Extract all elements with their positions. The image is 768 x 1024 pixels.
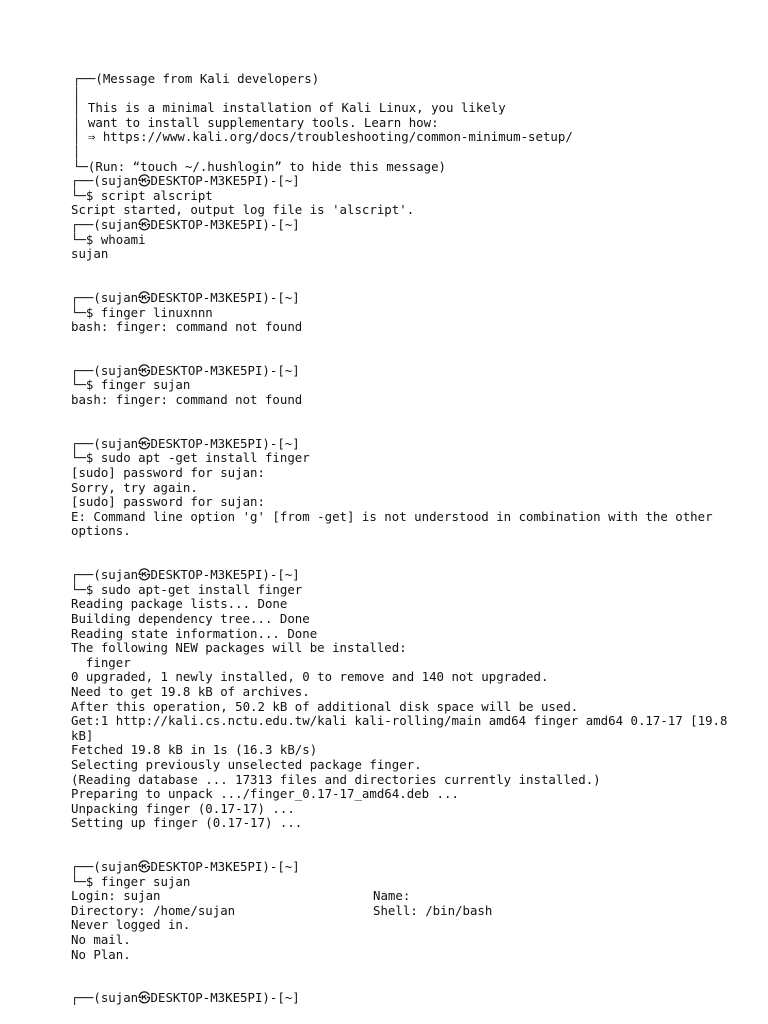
- motd-url-line: │ ⇒ https://www.kali.org/docs/troubleshooting/common-minimum-setup/: [73, 129, 573, 145]
- prompt-header: ┌──(sujan㉿DESKTOP-M3KE5PI)-[~]: [71, 435, 300, 451]
- motd-title: ┌──(Message from Kali developers): [73, 71, 320, 86]
- output-line: No mail.: [71, 932, 131, 948]
- finger-directory: Directory: /home/sujan: [71, 902, 236, 918]
- output-line: After this operation, 50.2 kB of additional disk space will be used.: [71, 698, 579, 714]
- finger-name: Name:: [373, 888, 411, 904]
- command-line: └─$ script alscript: [71, 187, 213, 203]
- prompt-header: ┌──(sujan㉿DESKTOP-M3KE5PI)-[~]: [71, 216, 300, 232]
- output-line: No Plan.: [71, 946, 131, 962]
- motd-line: │ want to install supplementary tools. Learn how:: [73, 114, 439, 130]
- command-line: └─$ whoami: [71, 231, 146, 247]
- output-line: bash: finger: command not found: [71, 392, 303, 408]
- output-line: Reading state information... Done: [71, 625, 318, 641]
- blank-line: [71, 276, 731, 291]
- blank-line: [71, 962, 731, 977]
- output-line: Selecting previously unselected package finger.: [71, 756, 422, 772]
- output-line: Unpacking finger (0.17-17) ...: [71, 800, 295, 816]
- blank-line: [71, 349, 731, 364]
- output-line: Get:1 http://kali.cs.nctu.edu.tw/kali kali-rolling/main amd64 finger amd64 0.17-17 [19.8 kB]: [71, 713, 735, 743]
- output-line: Sorry, try again.: [71, 479, 198, 495]
- output-line: [sudo] password for sujan:: [71, 465, 265, 481]
- prompt-header: ┌──(sujan㉿DESKTOP-M3KE5PI)-[~]: [71, 567, 300, 583]
- blank-line: [71, 831, 731, 846]
- blank-line: [71, 977, 731, 992]
- finger-info-row: [71, 889, 731, 904]
- command-line: └─$ finger sujan: [71, 377, 191, 393]
- command-line: └─$ finger linuxnnn: [71, 304, 213, 320]
- prompt-header: ┌──(sujan㉿DESKTOP-M3KE5PI)-[~]: [71, 859, 300, 875]
- output-line: Script started, output log file is 'alscript'.: [71, 202, 415, 218]
- command-line: └─$ sudo apt -get install finger: [71, 450, 310, 466]
- finger-login: Login: sujan: [71, 888, 161, 904]
- error-line: E: Command line option 'g' [from -get] is not understood in combination with the other options.: [71, 508, 721, 539]
- motd-bar: │: [73, 143, 81, 159]
- finger-shell: Shell: /bin/bash: [373, 902, 493, 918]
- prompt-header: ┌──(sujan㉿DESKTOP-M3KE5PI)-[~]: [71, 289, 300, 305]
- command-line: └─$ finger sujan: [71, 873, 191, 889]
- motd-line: │ This is a minimal installation of Kali Linux, you likely: [73, 100, 506, 116]
- output-line: Building dependency tree... Done: [71, 610, 310, 626]
- output-line: Preparing to unpack .../finger_0.17-17_amd64.deb ...: [71, 786, 459, 802]
- output-line: finger: [71, 654, 131, 670]
- output-line: [sudo] password for sujan:: [71, 494, 265, 510]
- blank-line: [71, 845, 731, 860]
- command-line: └─$ sudo apt-get install finger: [71, 581, 303, 597]
- output-line: 0 upgraded, 1 newly installed, 0 to remove and 140 not upgraded.: [71, 669, 549, 685]
- motd-banner: [73, 72, 731, 174]
- blank-line: [71, 335, 731, 350]
- output-line: The following NEW packages will be installed:: [71, 640, 407, 656]
- blank-line: [71, 422, 731, 437]
- output-line: Reading package lists... Done: [71, 596, 288, 612]
- motd-bar: │: [73, 85, 81, 101]
- prompt-header: ┌──(sujan㉿DESKTOP-M3KE5PI)-[~]: [71, 362, 300, 378]
- blank-line: [71, 554, 731, 569]
- blank-line: [71, 408, 731, 423]
- output-line: Never logged in.: [71, 917, 191, 933]
- output-line: sujan: [71, 246, 109, 262]
- output-line: Setting up finger (0.17-17) ...: [71, 815, 303, 831]
- prompt-header: ┌──(sujan㉿DESKTOP-M3KE5PI)-[~]: [71, 173, 300, 189]
- output-line: Need to get 19.8 kB of archives.: [71, 683, 310, 699]
- motd-footer: └─(Run: “touch ~/.hushlogin” to hide this message): [73, 158, 446, 174]
- terminal-transcript: [71, 71, 735, 1006]
- output-line: bash: finger: command not found: [71, 319, 303, 335]
- prompt-header-final: ┌──(sujan㉿DESKTOP-M3KE5PI)-[~]: [71, 990, 300, 1006]
- output-line: (Reading database ... 17313 files and directories currently installed.): [71, 771, 601, 787]
- blank-line: [71, 262, 731, 277]
- output-line: Fetched 19.8 kB in 1s (16.3 kB/s): [71, 742, 318, 758]
- finger-info-row: [71, 904, 731, 919]
- blank-line: [71, 539, 731, 554]
